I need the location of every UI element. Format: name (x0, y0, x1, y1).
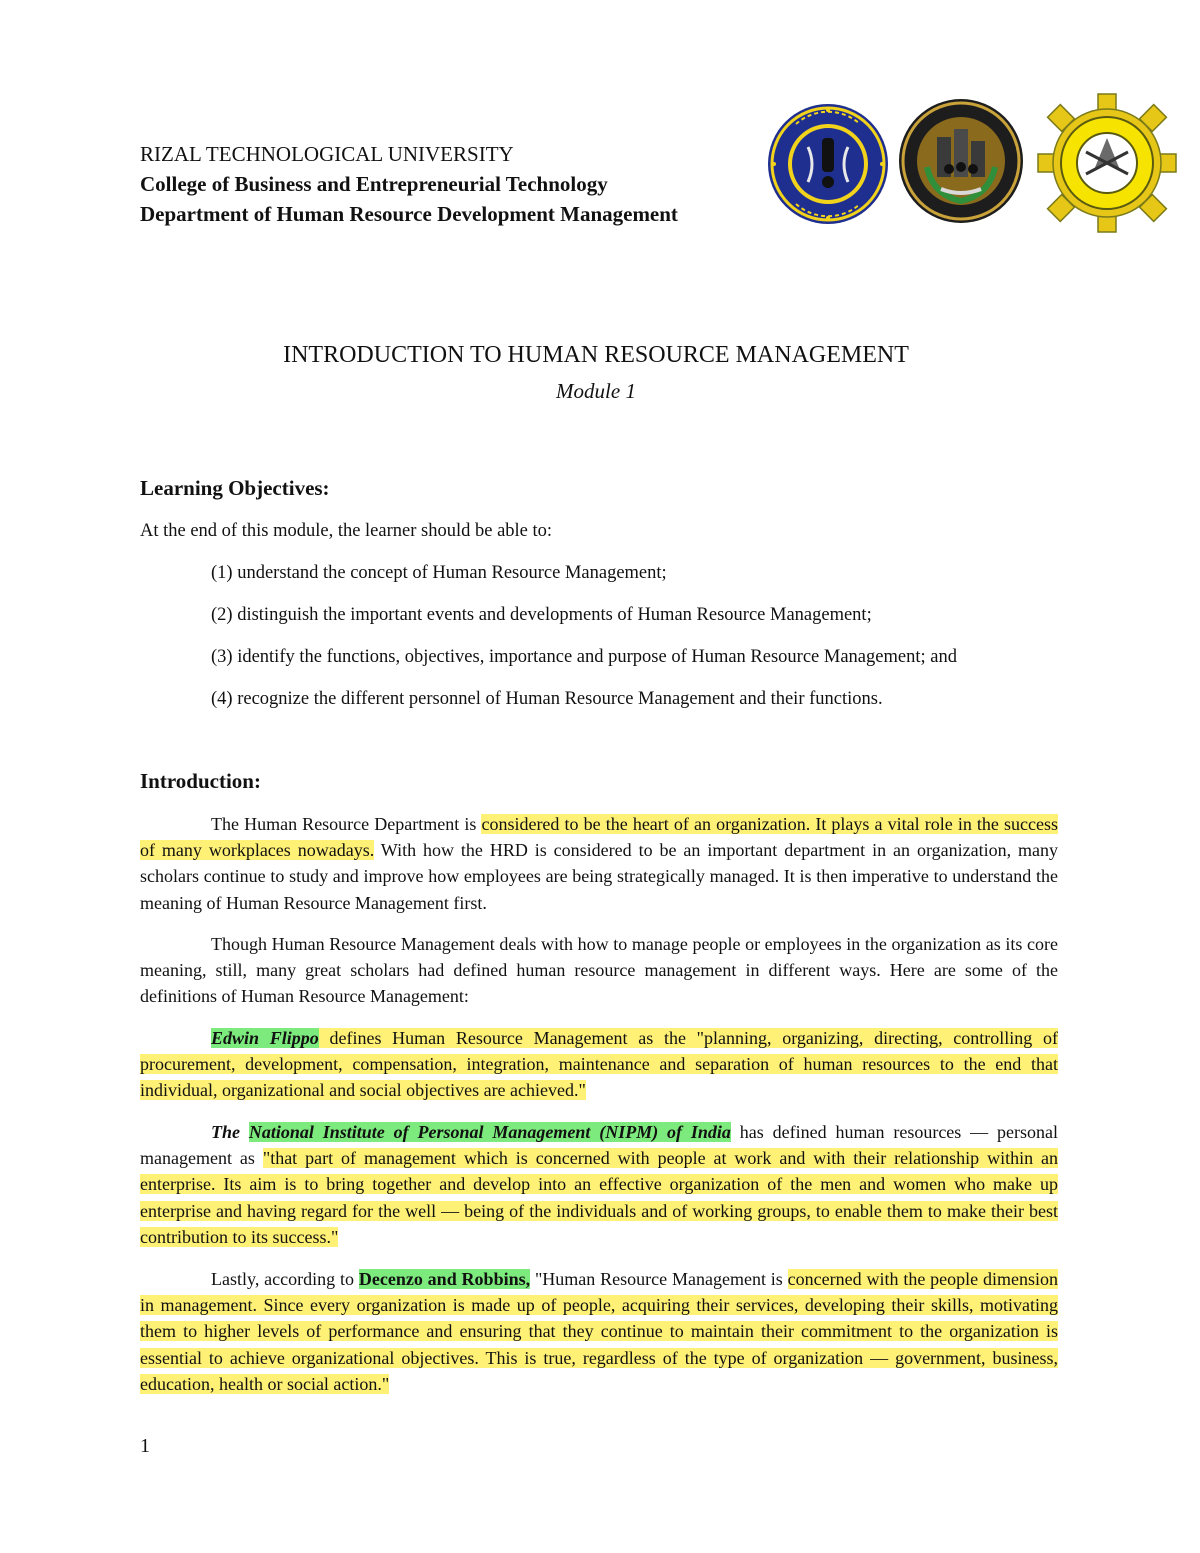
university-name: RIZAL TECHNOLOGICAL UNIVERSITY (140, 142, 514, 166)
document-header (140, 139, 678, 229)
highlighted-text: "that part of management which is concerned with people at work and with their relationship within an enterprise. Its aim is to bring together and develop into an effective organization of the men and women who make up enterprise and having regard for the well — being of the individuals and of working groups, to enable them to make their best contribution to its success." (140, 1148, 1058, 1247)
highlighted-text: considered to be the heart of an organization. It plays a vital role in the success of many workplaces nowadays. (140, 814, 1058, 861)
objectives-lead: At the end of this module, the learner should be able to: (140, 521, 553, 541)
highlighted-text: concerned with the people dimension in management. Since every organization is made up of people, acquiring their services, developing their skills, motivating them to higher levels of performance and ensuring that they continue to maintain their commitment to the organization is essential to achieve organizational objectives. This is true, regardless of the type of organization — government, business, education, health or social action." (140, 1269, 1059, 1394)
document-title: INTRODUCTION TO HUMAN RESOURCE MANAGEMENT (283, 342, 909, 368)
cbet-seal-logo (1036, 92, 1178, 234)
author-name: National Institute of Personal Management (NIPM) of India (248, 1122, 731, 1142)
definition-flippo (140, 1025, 1058, 1104)
department-name: Department of Human Resource Development Management (140, 202, 678, 226)
logo-row (760, 92, 1180, 232)
objective-item: (3) identify the functions, objectives, importance and purpose of Human Resource Management; and (211, 647, 957, 667)
objective-item: (1) understand the concept of Human Resource Management; (211, 563, 667, 583)
definition-decenzo-robbins (140, 1266, 1058, 1397)
author-name: Decenzo and Robbins, (358, 1269, 531, 1289)
objective-item: (2) distinguish the important events and developments of Human Resource Management; (211, 605, 872, 625)
college-name: College of Business and Entrepreneurial Technology (140, 172, 608, 196)
hrdm-seal-logo (897, 97, 1025, 225)
text-run: "Human Resource Management is (530, 1269, 788, 1289)
text-run: The (211, 1122, 249, 1142)
title-block (140, 338, 1052, 406)
text-run: has defined human resources — personal management as (140, 1122, 1059, 1169)
rtu-seal-logo (766, 102, 890, 226)
text-run: With how the HRD is considered to be an important department in an organization, many scholars continue to study and improve how employees are being strategically managed. It is then imperative to understand the meaning of Human Resource Management first. (140, 840, 1058, 913)
author-name: Edwin Flippo (211, 1028, 319, 1048)
module-label: Module 1 (556, 379, 636, 403)
text-run: Lastly, according to (211, 1269, 359, 1289)
highlighted-text: defines Human Resource Management as the "planning, organizing, directing, controlling of procurement, development, compensation, integration, maintenance and separation of human resources to the end that individual, organizational and social objectives are achieved." (140, 1028, 1058, 1101)
text-run: The Human Resource Department is (211, 814, 482, 834)
introduction-heading: Introduction: (140, 769, 261, 793)
definition-nipm (140, 1119, 1058, 1250)
intro-paragraph-1 (140, 811, 1058, 916)
learning-objectives-heading: Learning Objectives: (140, 476, 330, 500)
intro-paragraph-2: Though Human Resource Management deals with how to manage people or employees in the organization as its core meaning, still, many great scholars had defined human resource management in different ways. Here are some of the definitions of Human Resource Management: (140, 934, 1058, 1007)
objective-item: (4) recognize the different personnel of Human Resource Management and their functions. (211, 689, 883, 709)
page-number: 1 (140, 1435, 150, 1457)
